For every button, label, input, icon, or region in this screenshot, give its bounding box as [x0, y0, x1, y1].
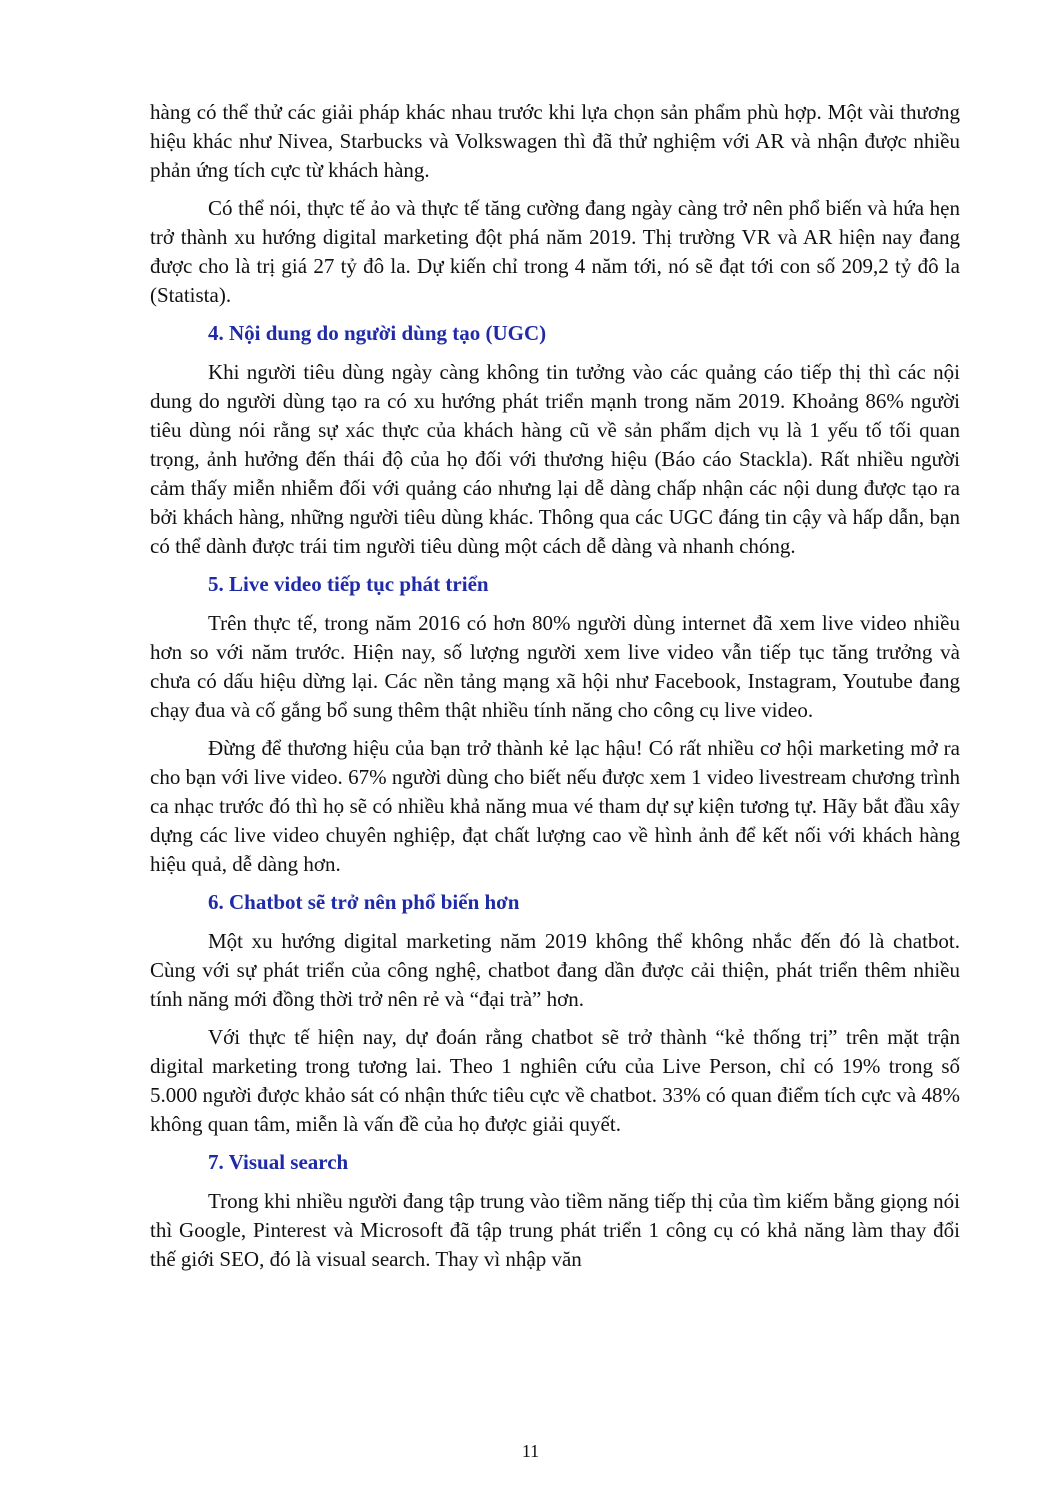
- page-number: 11: [521, 1441, 540, 1461]
- paragraph-ugc: Khi người tiêu dùng ngày càng không tin tưởng vào các quảng cáo tiếp thị thì các nội dung do người dùng tạo ra có xu hướng phát triển mạnh trong năm 2019. Khoảng 86% người tiêu dùng nói rằng sự xác thực của khách hàng cũ về sản phẩm dịch vụ là 1 yếu tố tối quan trọng, ảnh hưởng đến thái độ của họ đối với thương hiệu (Báo cáo Stackla). Rất nhiều người cảm thấy miễn nhiễm đối với quảng cáo nhưng lại dễ dàng chấp nhận các nội dung được tạo ra bởi khách hàng, những người tiêu dùng khác. Thông qua các UGC đáng tin cậy và hấp dẫn, bạn có thể dành được trái tim người tiêu dùng một cách dễ dàng và nhanh chóng.: [150, 360, 960, 558]
- paragraph-chatbot-intro: Một xu hướng digital marketing năm 2019 không thể không nhắc đến đó là chatbot. Cùng với sự phát triển của công nghệ, chatbot đang dần được cải thiện, phát triển thêm nhiều tính năng mới đồng thời trở nên rẻ và “đại trà” hơn.: [150, 929, 960, 1011]
- heading-visual-search: 7. Visual search: [208, 1150, 349, 1174]
- heading-live-video: 5. Live video tiếp tục phát triển: [208, 572, 489, 596]
- paragraph-vr-ar-market: Có thể nói, thực tế ảo và thực tế tăng cường đang ngày càng trở nên phổ biến và hứa hẹn trở thành xu hướng digital marketing đột phá năm 2019. Thị trường VR và AR hiện nay đang được cho là trị giá 27 tỷ đô la. Dự kiến chỉ trong 4 năm tới, nó sẽ đạt tới con số 209,2 tỷ đô la (Statista).: [150, 196, 960, 307]
- paragraph-chatbot-research: Với thực tế hiện nay, dự đoán rằng chatbot sẽ trở thành “kẻ thống trị” trên mặt trận digital marketing trong tương lai. Theo 1 nghiên cứu của Live Person, chỉ có 19% trong số 5.000 người được khảo sát có nhận thức tiêu cực về chatbot. 33% có quan điểm tích cực và 48% không quan tâm, miễn là vấn đề của họ được giải quyết.: [150, 1025, 960, 1136]
- paragraph-ar-brands: hàng có thể thử các giải pháp khác nhau trước khi lựa chọn sản phẩm phù hợp. Một vài thương hiệu khác như Nivea, Starbucks và Volkswagen thì đã thử nghiệm với AR và nhận được nhiều phản ứng tích cực từ khách hàng.: [150, 100, 960, 182]
- heading-ugc: 4. Nội dung do người dùng tạo (UGC): [208, 321, 547, 345]
- paragraph-visual-search: Trong khi nhiều người đang tập trung vào tiềm năng tiếp thị của tìm kiếm bằng giọng nói thì Google, Pinterest và Microsoft đã tập trung phát triển 1 công cụ có khả năng làm thay đổi thế giới SEO, đó là visual search. Thay vì nhập văn: [150, 1189, 960, 1271]
- paragraph-live-video-growth: Trên thực tế, trong năm 2016 có hơn 80% người dùng internet đã xem live video nhiều hơn so với năm trước. Hiện nay, số lượng người xem live video vẫn tiếp tục tăng trưởng và chưa có dấu hiệu dừng lại. Các nền tảng mạng xã hội như Facebook, Instagram, Youtube đang chạy đua và cố gắng bổ sung thêm thật nhiều tính năng cho công cụ live video.: [150, 611, 960, 722]
- page-body: [150, 98, 960, 1283]
- paragraph-live-video-opportunity: Đừng để thương hiệu của bạn trở thành kẻ lạc hậu! Có rất nhiều cơ hội marketing mở ra cho bạn với live video. 67% người dùng cho biết nếu được xem 1 video livestream chương trình ca nhạc trước đó thì họ sẽ có nhiều khả năng mua vé tham dự sự kiện tương tự. Hãy bắt đầu xây dựng các live video chuyên nghiệp, đạt chất lượng cao về hình ảnh để kết nối với khách hàng hiệu quả, dễ dàng hơn.: [150, 736, 960, 876]
- heading-chatbot: 6. Chatbot sẽ trở nên phổ biến hơn: [208, 890, 520, 914]
